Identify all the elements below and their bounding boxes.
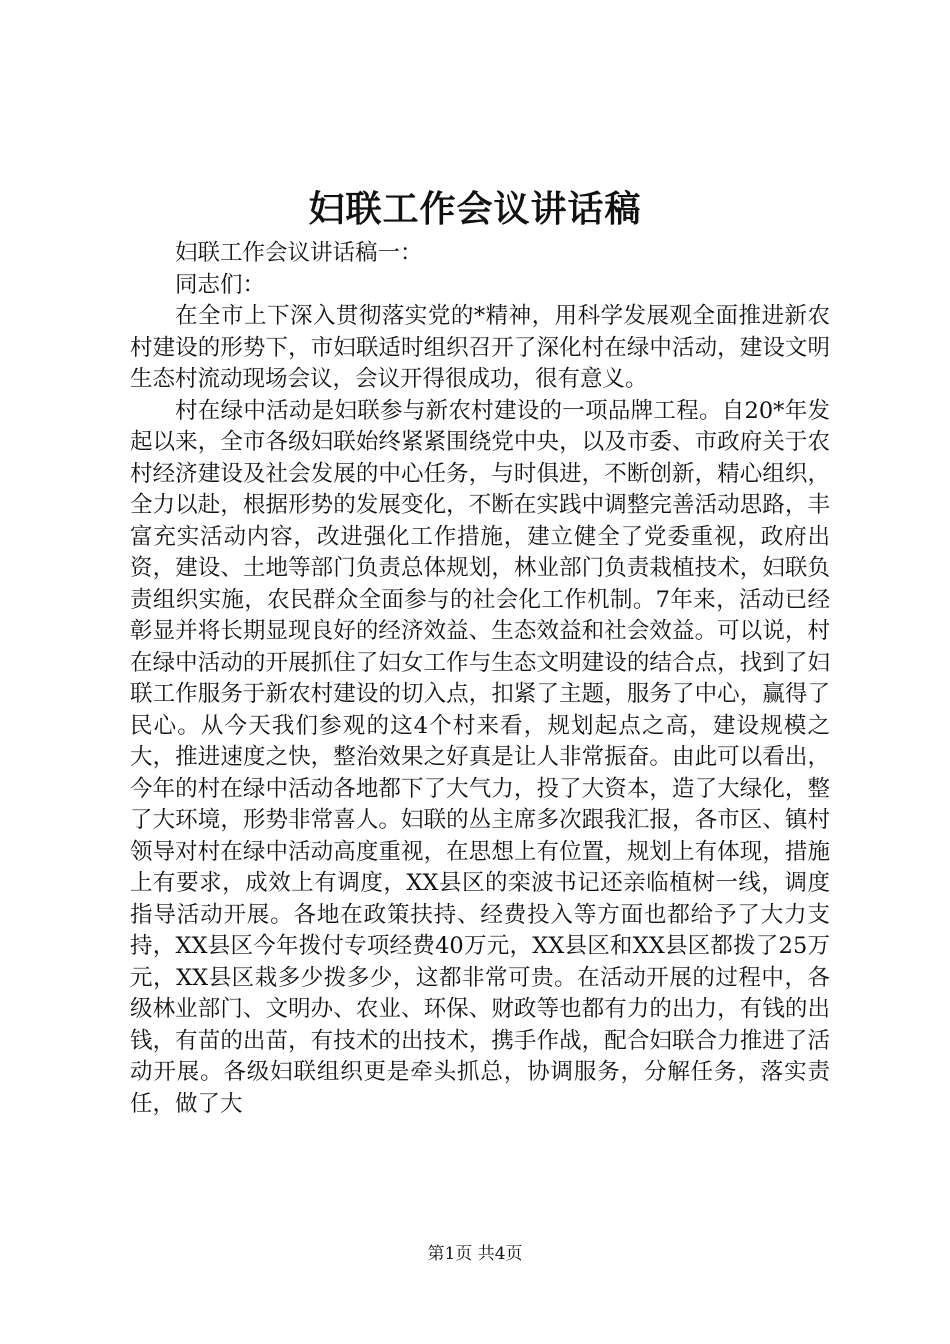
salutation: 同志们： <box>175 271 266 298</box>
paragraph-2: 村在绿中活动是妇联参与新农村建设的一项品牌工程。自20*年发起以来，全市各级妇联始终紧紧围绕党中央，以及市委、市政府关于农村经济建设及社会发展的中心任务，与时俱进，不断创新，精心组织，全力以赴，根据形势的发展变化，不断在实践中调整完善活动思路，丰富充实活动内容，改进强化工作措施，建立健全了党委重视，政府出资，建设、土地等部门负责总体规划，林业部门负责栽植技术，妇联负责组织实施，农民群众全面参与的社会化工作机制。7年来，活动已经彰显并将长期显现良好的经济效益、生态效益和社会效益。可以说，村在绿中活动的开展抓住了妇女工作与生态文明建设的结合点，找到了妇联工作服务于新农村建设的切入点，扣紧了主题，服务了中心，赢得了民心。从今天我们参观的这4个村来看，规划起点之高，建设规模之大，推进速度之快，整治效果之好真是让人非常振奋。由此可以看出，今年的村在绿中活动各地都下了大气力，投了大资本，造了大绿化，整了大环境，形势非常喜人。妇联的丛主席多次跟我汇报，各市区、镇村领导对村在绿中活动高度重视，在思想上有位置，规划上有体现，措施上有要求，成效上有调度，XX县区的栾波书记还亲临植树一线，调度指导活动开展。各地在政策扶持、经费投入等方面也都给予了大力支持，XX县区今年拨付专项经费40万元，XX县区和XX县区都拨了25万元，XX县区栽多少拨多少，这都非常可贵。在活动开展的过程中，各级林业部门、文明办、农业、环保、财政等也都有力的出力，有钱的出钱，有苗的出苗，有技术的出技术，携手作战，配合妇联合力推进了活动开展。各级妇联组织更是牵头抓总，协调服务，分解任务，落实责任，做了大 <box>130 397 830 1117</box>
paragraph-1: 在全市上下深入贯彻落实党的*精神，用科学发展观全面推进新农村建设的形势下，市妇联适时组织召开了深化村在绿中活动，建设文明生态村流动现场会议，会议开得很成功，很有意义。 <box>130 303 830 392</box>
document-title: 妇联工作会议讲话稿 <box>308 188 642 230</box>
page-number-footer: 第1页 共4页 <box>427 1244 523 1264</box>
document-body <box>130 238 830 1120</box>
document-subtitle: 妇联工作会议讲话稿一： <box>175 240 423 266</box>
